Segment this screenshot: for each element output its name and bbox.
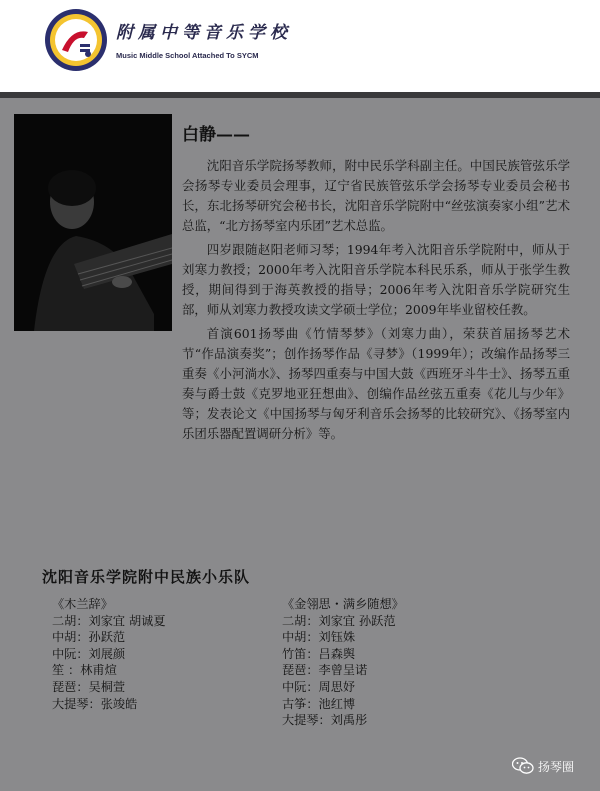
program-line: 笙 ：林甫煊	[52, 663, 117, 678]
school-name-cn: 附属中等音乐学校	[116, 23, 292, 43]
ensemble-title: 沈阳音乐学院附中民族小乐队	[42, 568, 251, 586]
program-line: 古筝：池红博	[282, 696, 356, 711]
program-line: 中胡：孙跃范	[52, 630, 126, 645]
program-right	[282, 596, 502, 729]
program-line: 《木兰辞》	[52, 597, 113, 611]
watermark	[512, 756, 574, 776]
watermark-text: 扬琴圈	[538, 759, 575, 774]
wechat-icon	[512, 757, 534, 775]
school-brand	[116, 18, 292, 60]
program-line: 《金翎思・满乡随想》	[282, 597, 404, 611]
bio-paragraph: 首演601扬琴曲《竹情琴梦》（刘寒力曲），荣获首届扬琴艺术节“作品演奏奖”；创作扬琴作品《寻梦》（1999年）；改编作品扬琴三重奏《小河淌水》、扬琴四重奏与中国大鼓《西班牙斗牛士》、扬琴五重奏与爵士鼓《克罗地亚狂想曲》、创编作品丝弦五重奏《花儿与少年》等；发表论文《中国扬琴与匈牙利音乐会扬琴的比较研究》、《扬琴室内乐团乐器配置调研分析》等。	[182, 326, 570, 441]
portrait-photo	[14, 114, 172, 331]
bio-paragraph: 四岁跟随赵阳老师习琴；1994年考入沈阳音乐学院附中，师从于刘寒力教授；2000年考入沈阳音乐学院本科民乐系，师从于张学生教授，期间得到于海英教授的指导；2006年考入沈阳音乐学院研究生部，师从刘寒力教授攻读文学硕士学位；2009年毕业留校任教。	[182, 242, 570, 317]
program-line: 二胡：刘家宜 胡诚夏	[52, 613, 166, 628]
program-left	[52, 596, 262, 712]
header-divider	[0, 92, 600, 98]
program-line: 中阮：周思妤	[282, 679, 356, 694]
header-banner	[0, 0, 600, 92]
program-line: 琵琶：吴桐萱	[52, 679, 126, 694]
school-logo-icon	[44, 8, 108, 72]
bio-paragraph: 沈阳音乐学院扬琴教师，附中民乐学科副主任。中国民族管弦乐学会扬琴专业委员会理事，辽宁省民族管弦乐学会扬琴专业委员会秘书长，东北扬琴研究会秘书长，沈阳音乐学院附中“丝弦演奏家小组”艺术总监，“北方扬琴室内乐团”艺术总监。	[182, 158, 570, 233]
program-line: 中阮：刘展颜	[52, 646, 126, 661]
program-line: 琵琶：李曾呈诺	[282, 663, 368, 678]
program-line: 竹笛：吕森舆	[282, 646, 356, 661]
program-line: 大提琴：张竣皓	[52, 696, 138, 711]
program-line: 大提琴：刘禹彤	[282, 713, 368, 728]
school-name-en: Music Middle School Attached To SYCM	[116, 51, 259, 60]
program-line: 二胡：刘家宜 孙跃范	[282, 613, 396, 628]
profile-name: 白静——	[182, 125, 250, 145]
profile-bio	[182, 156, 570, 448]
program-line: 中胡：刘钰姝	[282, 630, 356, 645]
